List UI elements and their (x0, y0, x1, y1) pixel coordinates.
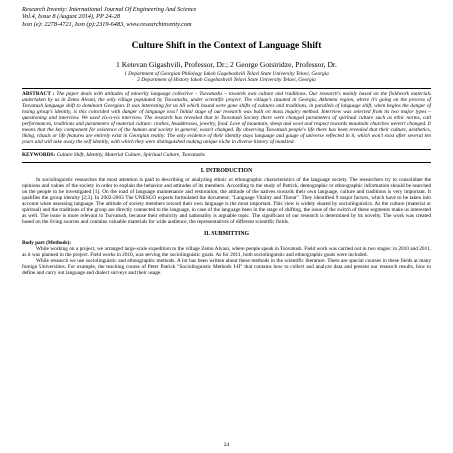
abstract (22, 91, 431, 145)
rule-middle (22, 149, 431, 150)
journal-name: Research Inventy: International Journal Of Engineering And Science (22, 6, 197, 13)
submitting-body (22, 246, 431, 276)
abstract-text: The paper deals with attitudes of minority language collective – Tsovatushs – towards own culture and traditions. Our research's mainly based on the fieldwork materials undertaken by us in Zemo Alvani, the only village populated by Tsovatushs, under scientific project. The village's situated in Georgia, Akhmeta region, where it's going on the process of Tsovatush language shift to dominant Georgian. It was interesting for us till which bound were gone shifts of cultures and traditions, in parallels of language shift, when begins the danger of losing group's identity, is this coincided with danger of language loss? Initial stage of our research was built on mass inquiry method. Interview was selected from its two major types – questioning and interview. We used vis-a-vis interview. The research has revealed that in Tsovatush Society there were changed parameters of spiritual culture such as ethic norms, call performances, traditions and parameters of material culture: clothes, headdresses, jewelry, food. Love of mountain, sheep and wool and respect towards mountain churches weren't changed. It means that the key component for existence of the human and society in general, wasn't changed. By observing Tsovatush people's life there has been revealed that their culture, aesthetics, liking, rituals or life features are entirely exist in Georgian reality. The only evidence of their identity stays language and gauge of universe reflected in it, which won't exist after several ten years and will take away the self identity, with which they were distinguished making unique niche in diverse history of mankind. (22, 90, 431, 145)
paper-authors: 1 Ketevan Gigashvili, Professor, Dr.; 2 George Gotsiridze, Professor, Dr. (116, 60, 337, 70)
page-number: 24 (223, 442, 230, 448)
abstract-label: ABSTRACT : (22, 90, 55, 97)
journal-issue: Vol.4, Issue 8 (August 2014), PP 24-28 (22, 13, 121, 21)
rule-top (22, 88, 431, 89)
keywords-label: KEYWORDS: (22, 152, 56, 159)
affiliation-2: 2 Department of History Iakob Gogebashvili Telavi State University Telavi, Georgia (137, 77, 316, 84)
journal-header (22, 6, 431, 28)
keywords (22, 152, 431, 158)
author-affiliations (22, 71, 431, 83)
methods-subheading: Body part (Methods): (22, 239, 72, 246)
submitting-heading: II. SUBMITTING (203, 230, 250, 237)
submitting-paragraph-1: While working on a project, we arranged large-scale expedition to the village Zemo Alvani, where people speak in Tsovatush. Field work was carried out in two stages: in 2010 and 2011, as it was planned in the project. Field works in 2010, was serving the sociolinguistic goals. As for 2011, both sociolinguistic and ethnographic goals were included. (22, 245, 431, 258)
journal-issn: Issn (e): 2278-4721, Issn (p):2319-6483, www.researchinventy.com (22, 20, 192, 28)
rule-bottom (22, 162, 431, 163)
submitting-paragraph-2: While research we use sociolinguistic and ethnographic methods. A lot has been written about these methods in the scientific literature. There are special courses in these fields at many foreign Universities. For example, the teaching course of Peter Patrick "Sociolinguistic Methods I-II" that contains how to collect and analyze data and present our research results, how to define and carry out language and dialect surveys and their usage. (22, 257, 431, 276)
affiliation-1: 1 Department of Georgian Philology Iakob Gogebashvili Telavi State University Telavi, Georgia (124, 71, 329, 78)
introduction-heading: I. INTRODUCTION (200, 168, 253, 175)
introduction-paragraph: In sociolinguistic researches the most attention is paid to describing or analyzing ethnic or ethnographic characteristics of the language society. The researchers try to consolidate the opinions and values of the society in order to explain the behavior and attitudes of its members. According to the study of Patrick, demographic or ethnographic information should be searched on the people to be investigated [1]. On the road of language maintenance and restoration, the attitude of the natives towards their own language, culture and traditions is very important. It qualifies the group identity [2;3]. In 2002-2003 The UNESCO experts formulated the document: "Language Vitality and Threat". They identified 9 major factors, which have to be taken into account when assessing language. The attitude of society members toward their own language is the most important. This view is widely shared by sociolinguistics. As the culture (material or spiritual) and the traditions of the group are directly connected to the language, in case of the language been in the stage of shifting, the issue of the switch of these segments make us interested as well. The issue is more relevant to Tsovatush, because their ethnicity and nationality is arguable topic. The significant of our research is determined by its novelty. The work was created based on the living sources and contains valuable materials for wide audience, the representatives of different scientific fields. (22, 177, 431, 226)
paper-title: Culture Shift in the Context of Language Shift (131, 40, 322, 52)
keywords-text: Culture Shift, Identity, Material Culture, Spiritual Culture, Tsovatushs (56, 152, 205, 159)
introduction-body (22, 177, 431, 225)
